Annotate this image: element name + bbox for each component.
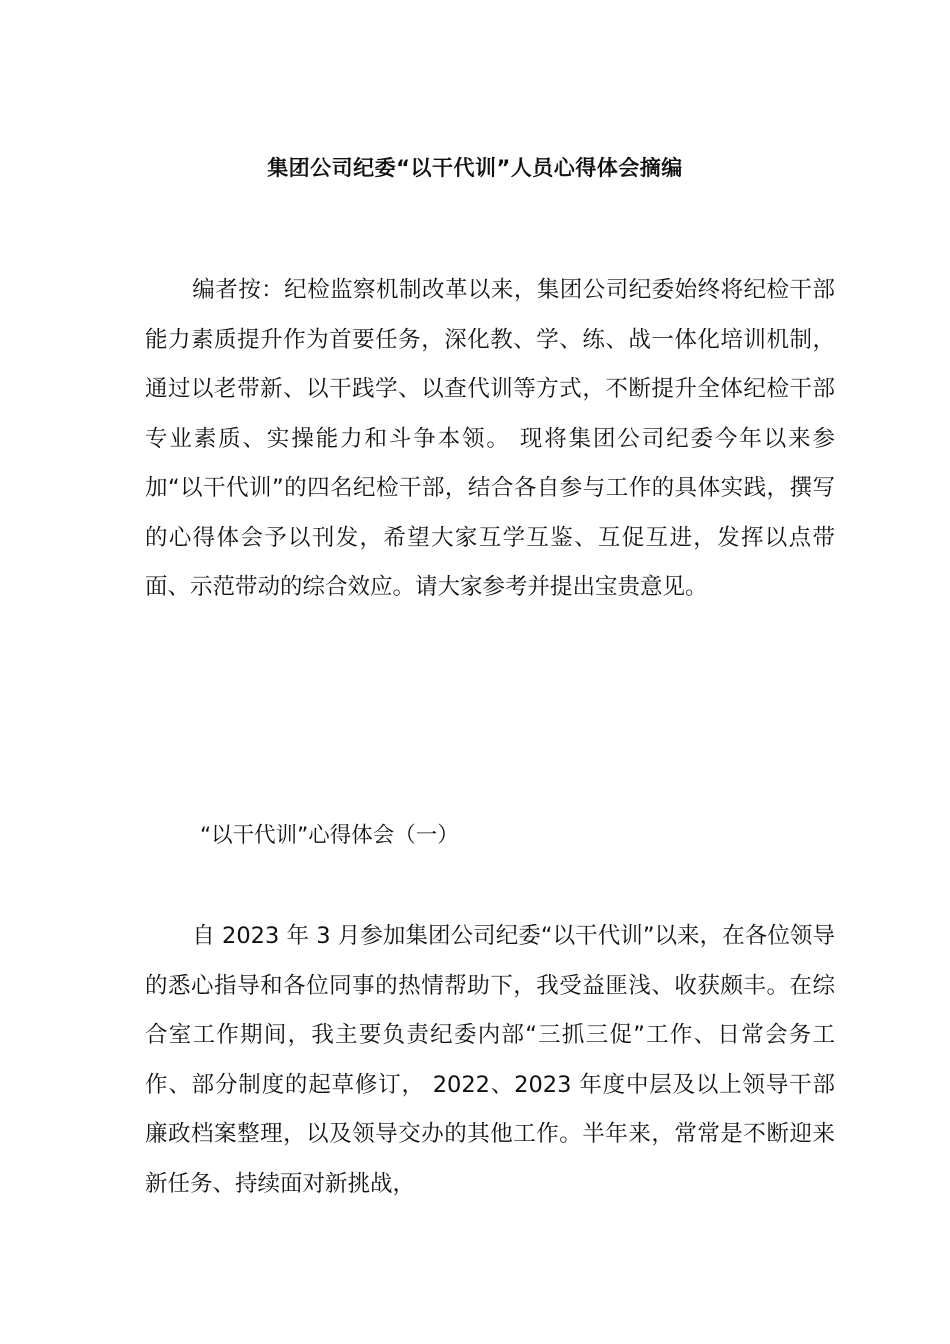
section-body-paragraph: 自 2023 年 3 月参加集团公司纪委“以干代训”以来，在各位领导的悉心指导和各位同事的热情帮助下，我受益匪浅、收获颇丰。在综合室工作期间，我主要负责纪委内部“三抓三促”工作、日常会务工作、部分制度的起草修订， 2022、2023 年度中层及以上领导干部廉政档案整理，以及领导交办的其他工作。半年来，常常是不断迎来新任务、持续面对新挑战， xyxy=(145,923,835,1197)
editor-note-paragraph: 编者按：纪检监察机制改革以来，集团公司纪委始终将纪检干部能力素质提升作为首要任务，深化教、学、练、战一体化培训机制，通过以老带新、以干践学、以查代训等方式，不断提升全体纪检干部专业素质、实操能力和斗争本领。 现将集团公司纪委今年以来参加“以干代训”的四名纪检干部，结合各自参与工作的具体实践，撰写的心得体会予以刊发，希望大家互学互鉴、互促互进，发挥以点带面、示范带动的综合效应。请大家参考并提出宝贵意见。 xyxy=(145,277,835,600)
section-heading: “以干代训”心得体会（一） xyxy=(200,823,459,848)
document-title: 集团公司纪委“以干代训”人员心得体会摘编 xyxy=(267,156,683,180)
